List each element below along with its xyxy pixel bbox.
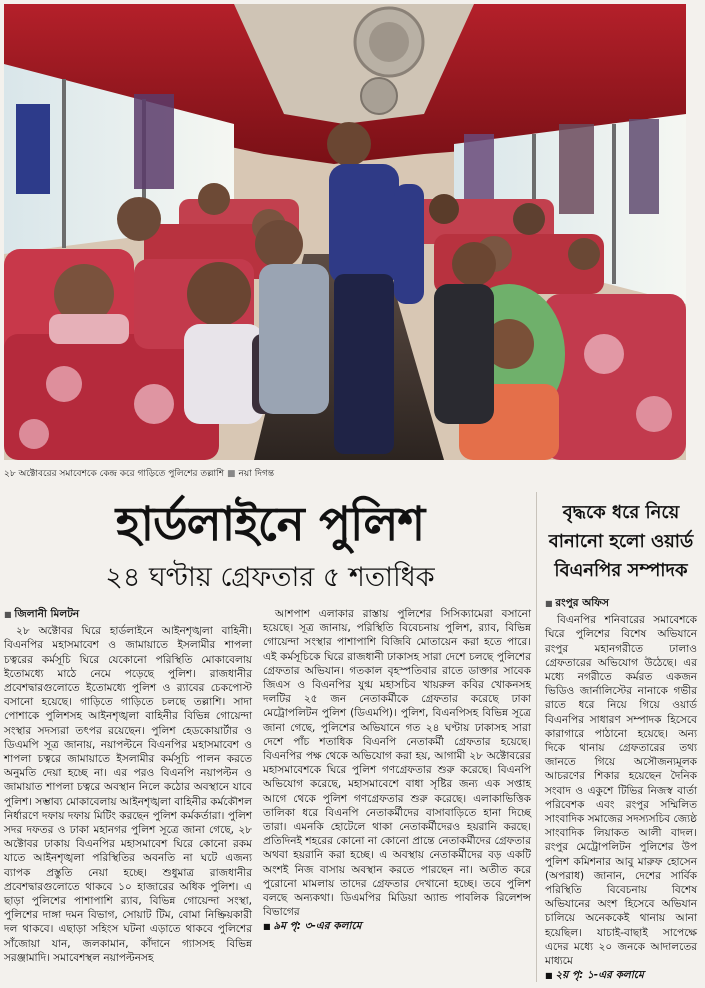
main-story-column-1 bbox=[4, 607, 252, 965]
main-story-text-1: ২৮ অক্টোবর ঘিরে হার্ডলাইনে আইনশৃঙ্খলা বাহিনী। বিএনপির মহাসমাবেশ ও জামায়াতে ইসলামীর শাপলা চত্বরের কর্মসূচি ঘিরে যেকোনো পরিস্থিতি মোকাবেলায় ইতোমধ্যে মাঠে নেমে পড়েছে পুলিশ। রাজধানীর প্রবেশদ্বারগুলোতে ইতোমধ্যে পুলিশ ও র‌্যাবের চেকপোস্ট বসানো হয়েছে। গাড়িতে গাড়িতে চলছে তল্লাশি। সাদা পোশাকে পুলিশসহ আইনশৃঙ্খলা বাহিনীর বিভিন্ন গোয়েন্দা সংস্থার সদস্যরা তৎপর রয়েছেন। পুলিশ হেডকোয়ার্টার ও ডিএমপি সূত্র জানায়, নয়াপল্টনে বিএনপির মহাসমাবেশ ও শাপলা চত্বরে জামায়াতে ইসলামীর কর্মসূচি পালন করতে অনুমতি দেয়া হচ্ছে না। এর পরও বিএনপি নয়াপল্টন ও জামায়াত শাপলা চত্বরে অবস্থান নিলে কঠোর অবস্থানে যাবে পুলিশ। সম্ভাব্য মোকাবেলায় আইনশৃঙ্খলা বাহিনীর কর্মকৌশল নির্ধারণে দফায় দফায় মিটিং করছেন পুলিশ কর্মকর্তারা। পুলিশ সদর দফতর ও ঢাকা মহানগর পুলিশ সূত্রে জানা গেছে, ২৮ অক্টোবর ঢাকায় বিএনপির মহাসমাবেশ ঘিরে কোনো রকম যাতে আইনশৃঙ্খলা পরিস্থিতির অবনতি না ঘটে এজন্য ব্যাপক প্রস্তুতি নেয়া হচ্ছে। শুধুমাত্র রাজধানীর প্রবেশদ্বারগুলোতে থাকবে ১০ হাজারের অধিক পুলিশ। এ ছাড়া পুলিশের পাশাপাশি র‌্যাব, বিভিন্ন গোয়েন্দা সংস্থা, পুলিশের দাঙ্গা দমন বিভাগ, সোয়াট টিম, বোমা নিষ্ক্রিয়কারী দল থাকবে। এছাড়া সহিংস ঘটনা এড়াতে থাকবে পুলিশের সাঁজোয়া যান, জলকামান, কাঁদানে গ্যাসসহ বিভিন্ন সরঞ্জামাদি। সমাবেশস্থল নয়াপল্টনসহ bbox=[4, 625, 252, 964]
side-byline: ■ রংপুর অফিস bbox=[545, 596, 697, 611]
bus-interior-photo bbox=[4, 4, 686, 460]
main-story-text-2: আশপাশ এলাকার রাস্তায় পুলিশের সিসিক্যামেরা বসানো হয়েছে। সূত্র জানায়, পরিস্থিতি বিবেচনায় পুলিশ, র‌্যাব, বিভিন্ন গোয়েন্দা সংস্থার পাশাপাশি বিজিবি মোতায়েন করা হতে পারে। এই কর্মসূচিকে ঘিরে রাজধানী ঢাকাসহ সারা দেশে চলছে পুলিশের গ্রেফতার অভিযান। গতকাল বৃহস্পতিবার রাতে ডাক্তার সাবেক জিএস ও বিএনপির যুগ্ম মহাসচিব খায়রুল কবির খোকনসহ দলটির ২৫ জন নেতাকর্মীকে গ্রেফতার করেছে ঢাকা মেট্রোপলিটন পুলিশ (ডিএমপি)। পুলিশ, বিএনপিসহ বিভিন্ন সূত্রে জানা গেছে, পুলিশের অভিযানে গত ২৪ ঘণ্টায় ঢাকাসহ সারা দেশে পাঁচ শতাধিক বিএনপি নেতাকর্মী গ্রেফতার হয়েছে। বিএনপির পক্ষ থেকে অভিযোগ করা হয়, আগামী ২৮ অক্টোবরের মহাসমাবেশকে ঘিরে পুলিশ গণগ্রেফতার শুরু করেছে। বিএনপি অভিযোগ করেছে, মহাসমাবেশে বাধা সৃষ্টির জন্য এক সপ্তাহ আগে থেকে পুলিশ গণগ্রেফতার শুরু করেছে। এলাকাভিত্তিক তালিকা ধরে বিএনপি নেতাকর্মীদের বাসাবাড়িতে হানা দিচ্ছে তারা। এমনকি হোটেলে থাকা নেতাকর্মীদেরও হয়রানি করছে। প্রতিদিনই শহরের কোনো না কোনো প্রান্তে নেতাকর্মীদের গ্রেফতার অথবা হয়রানি করা হচ্ছে। এ অবস্থায় নেতাকর্মীদের বড় একটি অংশই নিজ বাসায় অবস্থান করতে পারছেন না। অতীত করে পুরোনো মামলায় তাদের গ্রেফতার দেখানো হচ্ছে। তবে পুলিশ বলছে অন্যকথা। ডিএমপির মিডিয়া অ্যান্ড পাবলিক রিলেশন্স বিভাগের bbox=[263, 608, 531, 919]
photo-credit: নয়া দিগন্ত bbox=[238, 469, 275, 479]
column-divider bbox=[536, 492, 537, 982]
caption-separator: ■ bbox=[227, 469, 236, 479]
main-subheadline: ২৪ ঘণ্টায় গ্রেফতার ৫ শতাধিক bbox=[105, 562, 435, 593]
side-headline: বৃদ্ধকে ধরে নিয়ে বানানো হলো ওয়ার্ড বিএনপির সম্পাদক bbox=[548, 502, 694, 581]
side-story-text: বিএনপির শনিবারের সমাবেশকে ঘিরে পুলিশের বিশেষ অভিযানে রংপুর মহানগরীতে ঢালাও গ্রেফতারের অভিযোগ উঠেছে। এর মধ্যে নগরীতে কর্মরত একজন ভিডিও জার্নালিস্টের নানাকে গভীর রাতে ধরে নিয়ে গিয়ে ওয়ার্ড বিএনপির সাধারণ সম্পাদক হিসেবে কারাগারে পাঠানো হয়েছে। অন্য দিকে থানায় গ্রেফতারের তথ্য জানতে গিয়ে অসৌজন্যমূলক আচরণের শিকার হয়েছেন দৈনিক সংবাদ ও একুশে টিভির নিজস্ব বার্তা পরিবেশক এবং রংপুর সম্মিলিত সাংবাদিক সমাজের সদস্যসচিব জ্যেষ্ঠ সাংবাদিক লিয়াকত আলী বাদল। রংপুর মেট্রোপলিটন পুলিশের উপ পুলিশ কমিশনার আবু মারুফ হোসেন (অপরাধ) জানান, দেশের সার্বিক পরিস্থিতি বিবেচনায় বিশেষ অভিযানের অংশ হিসেবে অভিযান চালিয়ে অনেককেই থানায় আনা হয়েছিল। যাচাই-বাছাই সাপেক্ষে এদের মধ্যে ২০ জনকে আদালতের মাধ্যমে bbox=[545, 614, 697, 968]
main-story-column-2 bbox=[263, 607, 531, 935]
bus-search-photo bbox=[4, 4, 686, 460]
main-byline: ■ জিলানী মিলটন bbox=[4, 607, 252, 622]
photo-caption bbox=[4, 468, 694, 480]
main-headline: হার্ডলাইনে পুলিশ bbox=[115, 497, 425, 552]
main-continuation: ■ ৯ম পৃ: ৩-এর কলামে bbox=[263, 919, 531, 934]
side-continuation: ■ ২য় পৃ: ১-এর কলামে bbox=[545, 968, 697, 983]
caption-text: ২৮ অক্টোবরের সমাবেশকে কেন্দ্র করে গাড়িতে পুলিশের তল্লাশি bbox=[4, 469, 225, 479]
side-story-column bbox=[545, 596, 697, 983]
